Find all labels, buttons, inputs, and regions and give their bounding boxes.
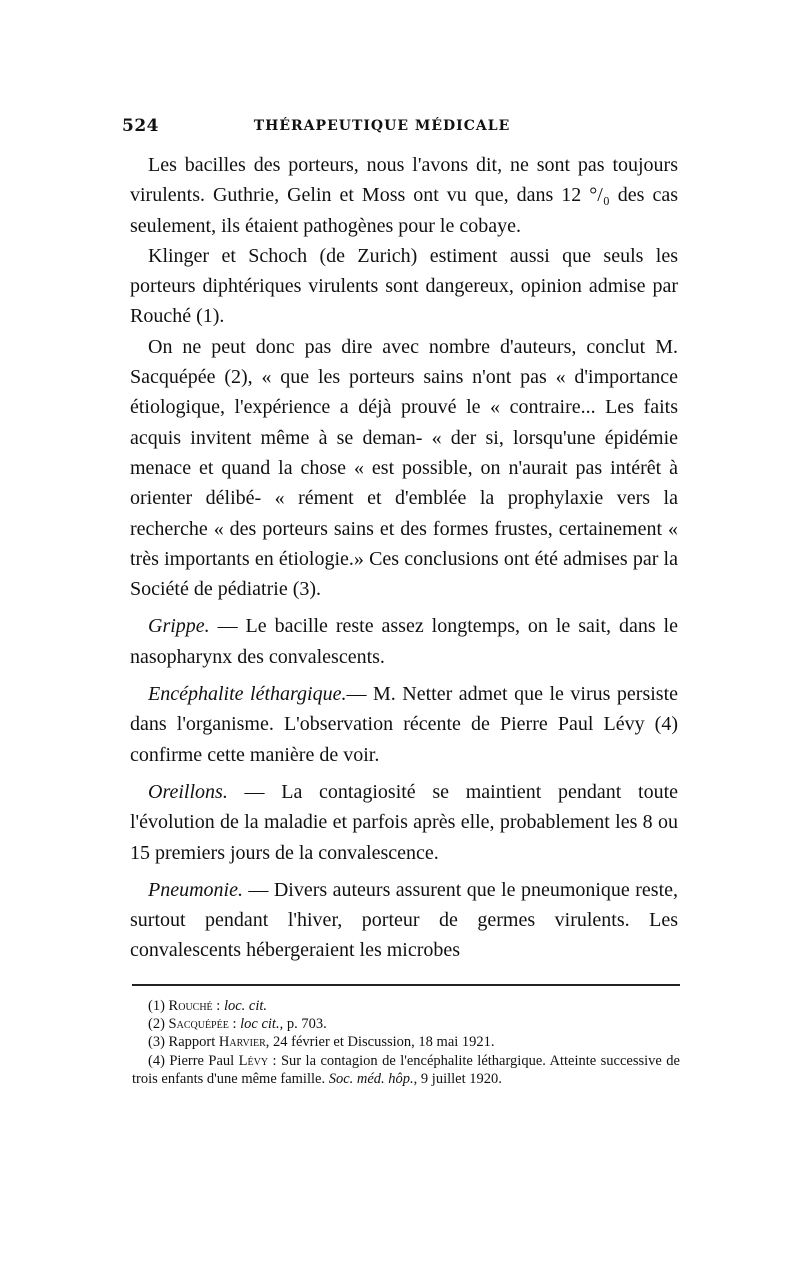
- footnote-number: (3): [148, 1034, 169, 1051]
- page-number: 524: [122, 116, 159, 136]
- footnote-date: , 9 juillet 1920.: [413, 1070, 502, 1087]
- footnotes: [132, 997, 680, 1088]
- paragraph-porteurs: Les bacilles des porteurs, nous l'avons dit, ne sont pas toujours virulents. Guthrie, Gelin et Moss ont vu que, dans 12 °/₀ des cas seulement, ils étaient pathogènes pour le cobaye.: [130, 154, 678, 237]
- paragraph-pneumonie: [130, 875, 678, 966]
- heading-pneumonie: Pneumonie.: [148, 878, 243, 901]
- heading-grippe: Grippe.: [148, 615, 210, 638]
- footnote-1: [132, 997, 680, 1015]
- footnote-number: (1): [148, 998, 169, 1014]
- text-encephalite: — M. Netter admet que le virus persiste dans l'organisme. L'observation récente de Pierre Paul Lévy (4) confirme cette manière de voir.: [130, 683, 678, 766]
- footnote-separator: :: [228, 1016, 241, 1033]
- running-head: THÉRAPEUTIQUE MÉDICALE: [253, 118, 511, 134]
- paragraph-encephalite: [130, 679, 678, 770]
- footnote-prefix: Pierre Paul: [169, 1052, 239, 1069]
- text-oreillons: — La contagiosité se maintient pendant toute l'évolution de la maladie et parfois après elle, probablement les 8 ou 15 premiers jours de la convalescence.: [130, 780, 678, 864]
- footnote-text: , 24 février et Discussion, 18 mai 1921.: [265, 1034, 495, 1051]
- heading-encephalite: Encéphalite léthargique.: [148, 683, 347, 706]
- footnote-text: , p. 703.: [279, 1016, 327, 1033]
- footnote-author: Harvier: [218, 1034, 266, 1051]
- heading-oreillons: Oreillons.: [148, 780, 228, 803]
- footnote-separator: :: [212, 998, 224, 1014]
- footnote-3: [132, 1033, 680, 1051]
- footnote-author: Sacquépée: [168, 1016, 229, 1033]
- page-header: [122, 116, 682, 140]
- paragraph-sacquepee-quote: On ne peut donc pas dire avec nombre d'auteurs, conclut M. Sacquépée (2), « que les porteurs sains n'ont pas « d'importance étiologique, l'expérience a déjà prouvé le « contraire... Les faits acquis invitent même à se deman- « der si, lorsqu'une épidémie menace et quand la chose « est possible, on n'aurait pas intérêt à orienter délibé- « rément et d'emblée la prophylaxie vers la recherche « des porteurs sains et des formes frustes, certainement « très importants en étiologie.» Ces conclusions ont été admises par la Société de pédiatrie (3).: [130, 335, 678, 601]
- footnote-reference: loc. cit.: [223, 998, 268, 1014]
- footnote-reference: loc cit.: [240, 1016, 280, 1033]
- main-text: [130, 150, 678, 966]
- footnote-number: (2): [148, 1016, 169, 1033]
- paragraph-grippe: [130, 611, 678, 672]
- footnote-divider: [132, 984, 680, 986]
- paragraph-oreillons: [130, 777, 678, 868]
- footnote-prefix: Rapport: [168, 1034, 219, 1051]
- text-grippe: — Le bacille reste assez longtemps, on le sait, dans le nasopharynx des convalescents.: [130, 615, 678, 668]
- footnote-text: : Sur la contagion de l'encéphalite léthargique. Atteinte successive de trois enfants d'une même famille.: [132, 1052, 680, 1087]
- footnote-number: (4): [148, 1052, 170, 1069]
- footnote-author: Rouché: [168, 998, 213, 1014]
- footnote-author: Lévy: [238, 1052, 269, 1069]
- paragraph-klinger: Klinger et Schoch (de Zurich) estiment aussi que seuls les porteurs diphtériques virulents sont dangereux, opinion admise par Rouché (1).: [130, 244, 678, 328]
- footnote-reference: Soc. méd. hôp.: [328, 1070, 414, 1087]
- footnote-4: [132, 1052, 680, 1088]
- text-pneumonie: — Divers auteurs assurent que le pneumonique reste, surtout pendant l'hiver, porteur de germes virulents. Les convalescents hébergeraient les microbes: [130, 878, 678, 962]
- footnote-2: [132, 1015, 680, 1033]
